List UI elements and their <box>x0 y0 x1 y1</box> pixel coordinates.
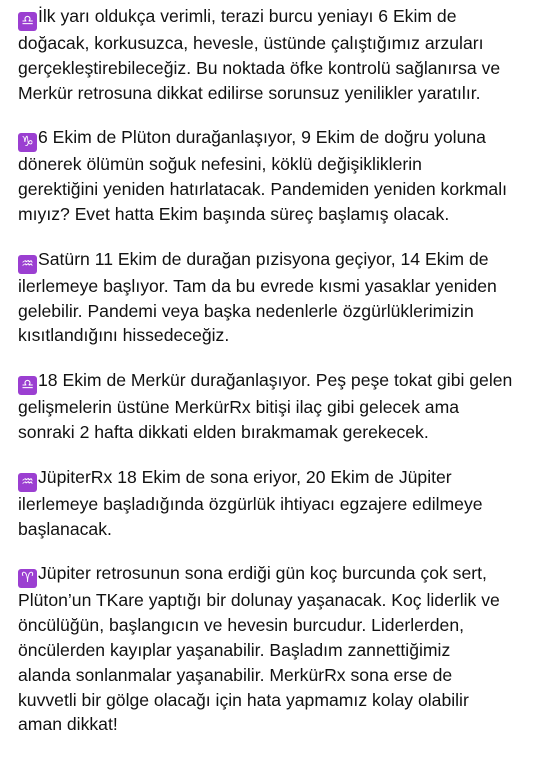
aquarius-icon: ♒ <box>18 473 37 492</box>
text-line: gelişmelerin üstüne MerkürRx bitişi ilaç gibi gelecek ama <box>18 397 460 418</box>
text-line: Merkür retrosuna dikkat edilirse sorunsuz yenilikler yaratılır. <box>18 82 481 103</box>
text-line: dönerek ölümün soğuk nefesini, köklü değişikliklerin <box>18 154 422 175</box>
text-line: öncülüğün, başlangıcın ve hevesin burcudur. Liderlerden, <box>18 615 465 636</box>
libra-icon: ♎ <box>18 376 37 395</box>
text-line: mıyız? Evet hatta Ekim başında süreç başlamış olacak. <box>18 203 450 224</box>
text-line: ♎ 18 Ekim de Merkür durağanlaşıyor. Peş peşe tokat gibi gelen <box>18 368 546 395</box>
text-line: başlanacak. <box>18 518 112 539</box>
aries-icon: ♈ <box>18 569 37 588</box>
text-line: gerektiğini yeniden hatırlatacak. Pandemiden yeniden korkmalı <box>18 179 507 200</box>
paragraph-pluto-stationary <box>18 125 546 226</box>
paragraph-jupiter-direct <box>18 465 546 542</box>
text-line: kuvvetli bir gölge olacağı için hata yapmamız kolay olabilir <box>18 689 469 710</box>
paragraph-aries-full-moon <box>18 561 546 737</box>
text-line: gerçekleştirebileceğiz. Bu noktada öfke kontrolü sağlanırsa ve <box>18 57 501 78</box>
aquarius-icon: ♒ <box>18 255 37 274</box>
text-line: alanda sonlanmalar yaşanabilir. MerkürRx sona erse de <box>18 664 453 685</box>
paragraph-mercury-stationary <box>18 368 546 445</box>
text-line: Plüton’un TKare yaptığı bir dolunay yaşanacak. Koç liderlik ve <box>18 590 500 611</box>
text-line: ilerlemeye başladığında özgürlük ihtiyacı egzajere edilmeye <box>18 493 483 514</box>
text-line: aman dikkat! <box>18 714 118 735</box>
capricorn-icon: ♑ <box>18 133 37 152</box>
text-line: ilerlemeye başlıyor. Tam da bu evrede kısmi yasaklar yeniden <box>18 275 497 296</box>
text-line: ♒ Satürn 11 Ekim de durağan pızisyona geçiyor, 14 Ekim de <box>18 247 546 274</box>
paragraph-saturn-stationary <box>18 247 546 348</box>
text-line: sonraki 2 hafta dikkati elden bırakmamak gerekecek. <box>18 421 429 442</box>
text-line: gelebilir. Pandemi veya başka nedenlerle özgürlüklerimizin <box>18 300 474 321</box>
text-line: öncülerden kayıplar yaşanabilir. Başladım zannettiğimiz <box>18 639 451 660</box>
text-line: ♈ Jüpiter retrosunun sona erdiği gün koç burcunda çok sert, <box>18 561 546 588</box>
text-line: ♑ 6 Ekim de Plüton durağanlaşıyor, 9 Ekim de doğru yoluna <box>18 125 546 152</box>
text-line: ♒ JüpiterRx 18 Ekim de sona eriyor, 20 Ekim de Jüpiter <box>18 465 546 492</box>
paragraph-libra-new-moon <box>18 4 546 105</box>
text-line: kısıtlandığını hissedeceğiz. <box>18 325 230 346</box>
post-text <box>18 4 546 757</box>
text-line: doğacak, korkusuzca, hevesle, üstünde çalıştığımız arzuları <box>18 33 484 53</box>
text-line: ♎ İlk yarı oldukça verimli, terazi burcu yeniayı 6 Ekim de <box>18 4 546 31</box>
libra-icon: ♎ <box>18 12 37 31</box>
